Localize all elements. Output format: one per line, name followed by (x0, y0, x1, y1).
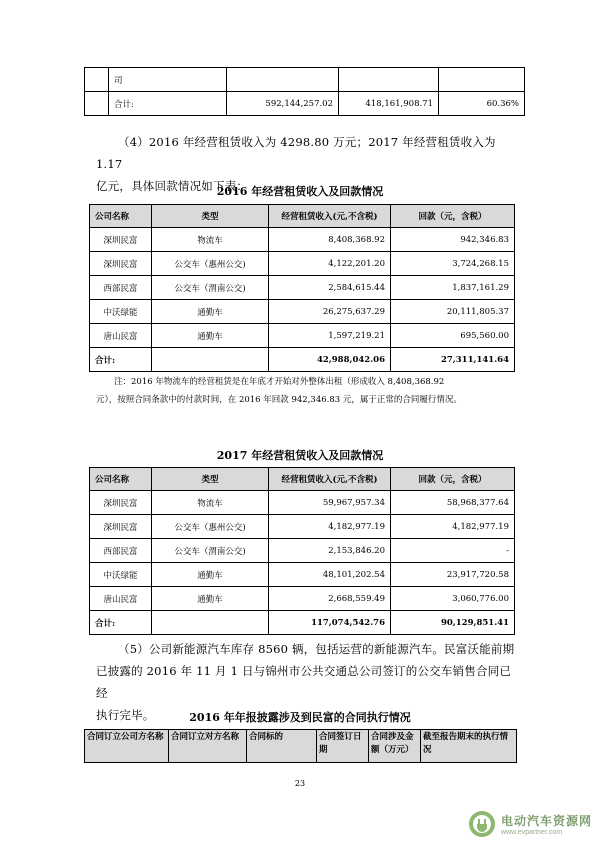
table-row (90, 587, 515, 611)
paragraph-line: 已披露的 2016 年 11 月 1 日与锦州市公共交通总公司签订的公交车销售合同已经 (96, 664, 512, 700)
column-header: 类型 (152, 205, 269, 228)
continued-table (84, 67, 525, 116)
table-cell: 深圳民富 (90, 252, 152, 276)
table-cell: 合计: (90, 611, 152, 635)
table-row (90, 563, 515, 587)
table-cell (85, 92, 109, 116)
table-cell (339, 68, 439, 92)
table-cell: 20,111,805.37 (391, 300, 515, 324)
paragraph-line: （5）公司新能源汽车库存 8560 辆，包括运营的新能源汽车。民富沃能前期 (118, 642, 515, 656)
page-number: 23 (294, 779, 306, 788)
table-cell: 司 (109, 68, 227, 92)
table-cell: 深圳民富 (90, 515, 152, 539)
watermark (467, 809, 592, 839)
note (96, 373, 516, 409)
table-row (90, 324, 515, 348)
table-cell: 物流车 (152, 491, 269, 515)
table-cell: 695,560.00 (391, 324, 515, 348)
table-cell: 4,122,201.20 (269, 252, 391, 276)
paragraph-line: （4）2016 年经营租赁收入为 4298.80 万元；2017 年经营租赁收入为 1.17 (96, 135, 496, 171)
table-cell: 27,311,141.64 (391, 348, 515, 372)
table-row (90, 491, 515, 515)
table-row (90, 539, 515, 563)
table-contracts (84, 729, 517, 763)
table-header-row (90, 468, 515, 491)
table-cell: 1,837,161.29 (391, 276, 515, 300)
table-cell: 公交车（渭南公交) (152, 276, 269, 300)
table-cell: 42,988,042.06 (269, 348, 391, 372)
table-cell (152, 611, 269, 635)
table-cell: 2,668,559.49 (269, 587, 391, 611)
table-cell: 23,917,720.58 (391, 563, 515, 587)
table-total-row (90, 611, 515, 635)
paragraph-line: 亿元，具体回款情况如下表： (96, 179, 249, 193)
column-header: 类型 (152, 468, 269, 491)
watermark-url: www.evpartner.com (500, 829, 563, 836)
table-cell (152, 348, 269, 372)
table-cell: 物流车 (152, 228, 269, 252)
watermark-name: 电动汽车资源网 (500, 814, 592, 828)
table-total-row (90, 348, 515, 372)
table-cell: 48,101,202.54 (269, 563, 391, 587)
table-cell: 深圳民富 (90, 491, 152, 515)
table-row (90, 276, 515, 300)
column-header: 回款（元，含税） (391, 205, 515, 228)
table-cell: 2,153,846.20 (269, 539, 391, 563)
table-cell: 3,060,776.00 (391, 587, 515, 611)
table-cell: 通勤车 (152, 563, 269, 587)
table-cell: 1,597,219.21 (269, 324, 391, 348)
ev-plug-logo-icon (467, 809, 497, 839)
table-cell: 西部民富 (90, 276, 152, 300)
table-cell: 4,182,977.19 (391, 515, 515, 539)
table-cell (227, 68, 339, 92)
table-cell: 58,968,377.64 (391, 491, 515, 515)
table-cell: 西部民富 (90, 539, 152, 563)
watermark-text (501, 812, 592, 836)
column-header: 合同签订日期 (317, 730, 369, 763)
table-cell: 公交车（惠州公交) (152, 252, 269, 276)
table-cell: 通勤车 (152, 324, 269, 348)
table-2016 (89, 204, 515, 372)
table-cell (85, 68, 109, 92)
column-header: 回款（元，含税） (391, 468, 515, 491)
column-header: 合同涉及金额（万元） (369, 730, 421, 763)
table-2016-title: 2016 年经营租赁收入及回款情况 (216, 185, 384, 198)
table-contracts-title: 2016 年年报披露涉及到民富的合同执行情况 (189, 711, 411, 724)
table-cell: 深圳民富 (90, 228, 152, 252)
paragraph-line: 执行完毕。 (96, 708, 155, 722)
table-cell: 唐山民富 (90, 587, 152, 611)
column-header: 公司名称 (90, 468, 152, 491)
table-row (85, 68, 525, 92)
table-cell (439, 68, 525, 92)
table-cell: 3,724,268.15 (391, 252, 515, 276)
table-row (90, 515, 515, 539)
table-cell: - (391, 539, 515, 563)
table-header-row (90, 205, 515, 228)
column-header: 截至报告期末的执行情况 (421, 730, 517, 763)
table-cell: 117,074,542.76 (269, 611, 391, 635)
table-cell: 公交车（惠州公交) (152, 515, 269, 539)
table-cell: 通勤车 (152, 300, 269, 324)
table-cell: 2,584,615.44 (269, 276, 391, 300)
table-cell: 中沃绿能 (90, 563, 152, 587)
table-2017-title: 2017 年经营租赁收入及回款情况 (216, 449, 384, 462)
table-cell: 中沃绿能 (90, 300, 152, 324)
table-cell: 8,408,368.92 (269, 228, 391, 252)
column-header: 合同标的 (247, 730, 317, 763)
table-cell: 60.36% (439, 92, 525, 116)
table-cell: 4,182,977.19 (269, 515, 391, 539)
table-row (90, 300, 515, 324)
column-header: 公司名称 (90, 205, 152, 228)
table-cell: 26,275,637.29 (269, 300, 391, 324)
column-header: 合同订立公司方名称 (85, 730, 169, 763)
column-header: 合同订立对方名称 (169, 730, 247, 763)
note-line: 注：2016 年物流车的经营租赁是在年底才开始对外整体出租（形成收入 8,408,368.92 (114, 377, 445, 387)
table-cell: 59,967,957.34 (269, 491, 391, 515)
table-cell: 唐山民富 (90, 324, 152, 348)
table-row (90, 252, 515, 276)
table-row (90, 228, 515, 252)
table-cell: 418,161,908.71 (339, 92, 439, 116)
table-cell: 通勤车 (152, 587, 269, 611)
table-cell: 942,346.83 (391, 228, 515, 252)
table-cell: 合计: (109, 92, 227, 116)
table-2017 (89, 467, 515, 635)
table-cell: 公交车（渭南公交) (152, 539, 269, 563)
table-cell: 合计: (90, 348, 152, 372)
table-cell: 592,144,257.02 (227, 92, 339, 116)
note-line: 元），按照合同条款中的付款时间，在 2016 年回款 942,346.83 元，属于正常的合同履行情况。 (96, 395, 462, 405)
table-header-row (85, 730, 517, 763)
column-header: 经营租赁收入(元,不含税) (269, 468, 391, 491)
table-cell: 90,129,851.41 (391, 611, 515, 635)
table-row (85, 92, 525, 116)
column-header: 经营租赁收入(元,不含税) (269, 205, 391, 228)
